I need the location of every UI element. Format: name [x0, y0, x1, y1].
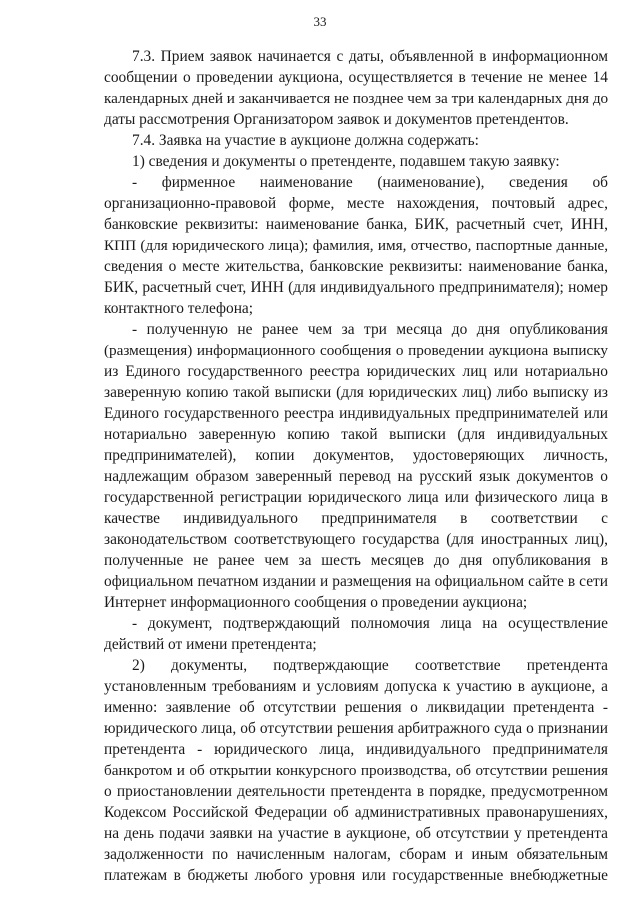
text-line: качестве индивидуального предпринимателя в соответствии с: [104, 510, 608, 527]
text-line: задолженности по начисленным налогам, сборам и иным обязательным: [104, 846, 608, 863]
text-line: претендента - юридического лица, индивидуального предпринимателя: [104, 741, 608, 758]
text-line: КПП (для юридического лица); фамилия, имя, отчество, паспортные данные,: [104, 237, 608, 254]
text-line: организационно-правовой форме, месте нахождения, почтовый адрес,: [104, 195, 608, 212]
text-line: Единого государственного реестра индивидуальных предпринимателей или: [104, 405, 608, 422]
text-line: Кодексом Российской Федерации об административных правонарушениях,: [104, 804, 608, 821]
text-line: предпринимателей), копии документов, удостоверяющих личность,: [104, 447, 608, 464]
text-line: 2) документы, подтверждающие соответствие претендента: [132, 657, 608, 674]
body-text: [104, 46, 608, 886]
text-line: действий от имени претендента;: [104, 636, 317, 653]
text-line: юридического лица, об отсутствии решения арбитражного суда о признании: [104, 720, 608, 737]
text-line: БИК, расчетный счет, ИНН (для индивидуального предпринимателя); номер: [104, 279, 608, 296]
text-line: полученные не ранее чем за шесть месяцев до дня опубликования в: [104, 552, 608, 569]
text-line: сообщении о проведении аукциона, осуществляется в течение не менее 14: [104, 69, 608, 86]
text-line: банкротом и об открытии конкурсного производства, об отсутствии решения: [104, 762, 608, 779]
text-line: (размещения) информационного сообщения о проведении аукциона выписку: [104, 342, 608, 359]
text-line: - фирменное наименование (наименование), сведения об: [132, 174, 608, 191]
text-line: официальном печатном издании и размещения на официальном сайте в сети: [104, 573, 608, 590]
text-line: 7.3. Прием заявок начинается с даты, объявленной в информационном: [132, 48, 608, 65]
text-line: платежам в бюджеты любого уровня или государственные внебюджетные: [104, 867, 608, 884]
text-line: Интернет информационного сообщения о проведении аукциона;: [104, 594, 528, 611]
text-line: именно: заявление об отсутствии решения о ликвидации претендента -: [104, 699, 608, 716]
text-line: сведения о месте жительства, банковские реквизиты: наименование банка,: [104, 258, 608, 275]
text-line: - полученную не ранее чем за три месяца до дня опубликования: [132, 321, 608, 338]
text-line: заверенную копию такой выписки (для юридических лиц) либо выписку из: [104, 384, 608, 401]
text-line: надлежащим образом заверенный перевод на русский язык документов о: [104, 468, 608, 485]
text-line: 1) сведения и документы о претенденте, подавшем такую заявку:: [132, 153, 560, 170]
text-line: государственной регистрации юридического лица или физического лица в: [104, 489, 608, 506]
text-line: законодательством соответствующего государства (для иностранных лиц),: [104, 531, 608, 548]
text-line: о приостановлении деятельности претендента в порядке, предусмотренном: [104, 783, 608, 800]
text-line: из Единого государственного реестра юридических лиц или нотариально: [104, 363, 608, 380]
text-line: календарных дней и заканчивается не позднее чем за три календарных дня до: [104, 90, 609, 107]
text-line: на день подачи заявки на участие в аукционе, об отсутствии у претендента: [104, 825, 608, 842]
text-line: даты рассмотрения Организатором заявок и документов претендентов.: [104, 111, 569, 128]
text-line: установленным требованиям и условиям допуска к участию в аукционе, а: [104, 678, 608, 695]
page-number: 33: [313, 14, 327, 29]
text-line: банковские реквизиты: наименование банка, БИК, расчетный счет, ИНН,: [104, 216, 608, 233]
text-line: 7.4. Заявка на участие в аукционе должна содержать:: [132, 132, 479, 149]
text-line: нотариально заверенную копию такой выписки (для индивидуальных: [104, 426, 608, 443]
text-line: контактного телефона;: [104, 300, 254, 317]
text-line: - документ, подтверждающий полномочия лица на осуществление: [132, 615, 608, 632]
